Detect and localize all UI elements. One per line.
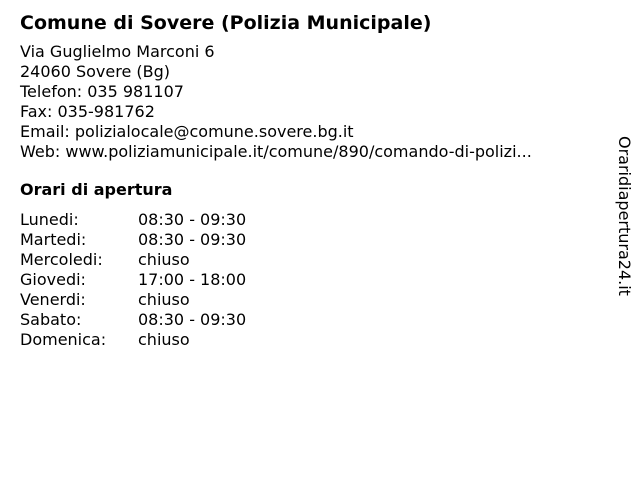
hours-day-label: Martedi:: [20, 230, 87, 249]
hours-day-label: Sabato:: [20, 310, 82, 329]
hours-time-value: chiuso: [138, 330, 190, 349]
brand-watermark: Oraridiapertura24.it: [615, 136, 634, 296]
hours-row-tuesday: [20, 230, 610, 250]
street-address: Via Guglielmo Marconi 6: [20, 42, 215, 61]
hours-time-value: 17:00 - 18:00: [138, 270, 247, 289]
city-address: 24060 Sovere (Bg): [20, 62, 171, 81]
email-line: Email: polizialocale@comune.sovere.bg.it: [20, 122, 354, 141]
hours-day-label: Mercoledi:: [20, 250, 103, 269]
hours-row-sunday: [20, 330, 610, 350]
hours-day-label: Giovedi:: [20, 270, 86, 289]
hours-row-friday: [20, 290, 610, 310]
page-title: Comune di Sovere (Polizia Municipale): [20, 12, 432, 34]
hours-row-monday: [20, 210, 610, 230]
opening-hours-table: [20, 210, 610, 350]
hours-day-label: Venerdi:: [20, 290, 86, 309]
hours-time-value: 08:30 - 09:30: [138, 210, 247, 229]
address-block: [20, 42, 610, 162]
hours-day-label: Lunedi:: [20, 210, 79, 229]
hours-row-wednesday: [20, 250, 610, 270]
hours-time-value: 08:30 - 09:30: [138, 230, 247, 249]
phone-line: Telefon: 035 981107: [20, 82, 184, 101]
hours-row-saturday: [20, 310, 610, 330]
business-card: [20, 10, 610, 350]
hours-time-value: 08:30 - 09:30: [138, 310, 247, 329]
fax-line: Fax: 035-981762: [20, 102, 155, 121]
hours-time-value: chiuso: [138, 290, 190, 309]
opening-hours-heading: Orari di apertura: [20, 180, 173, 199]
web-line: Web: www.poliziamunicipale.it/comune/890/comando-di-polizi...: [20, 142, 532, 161]
hours-day-label: Domenica:: [20, 330, 107, 349]
hours-row-thursday: [20, 270, 610, 290]
hours-time-value: chiuso: [138, 250, 190, 269]
